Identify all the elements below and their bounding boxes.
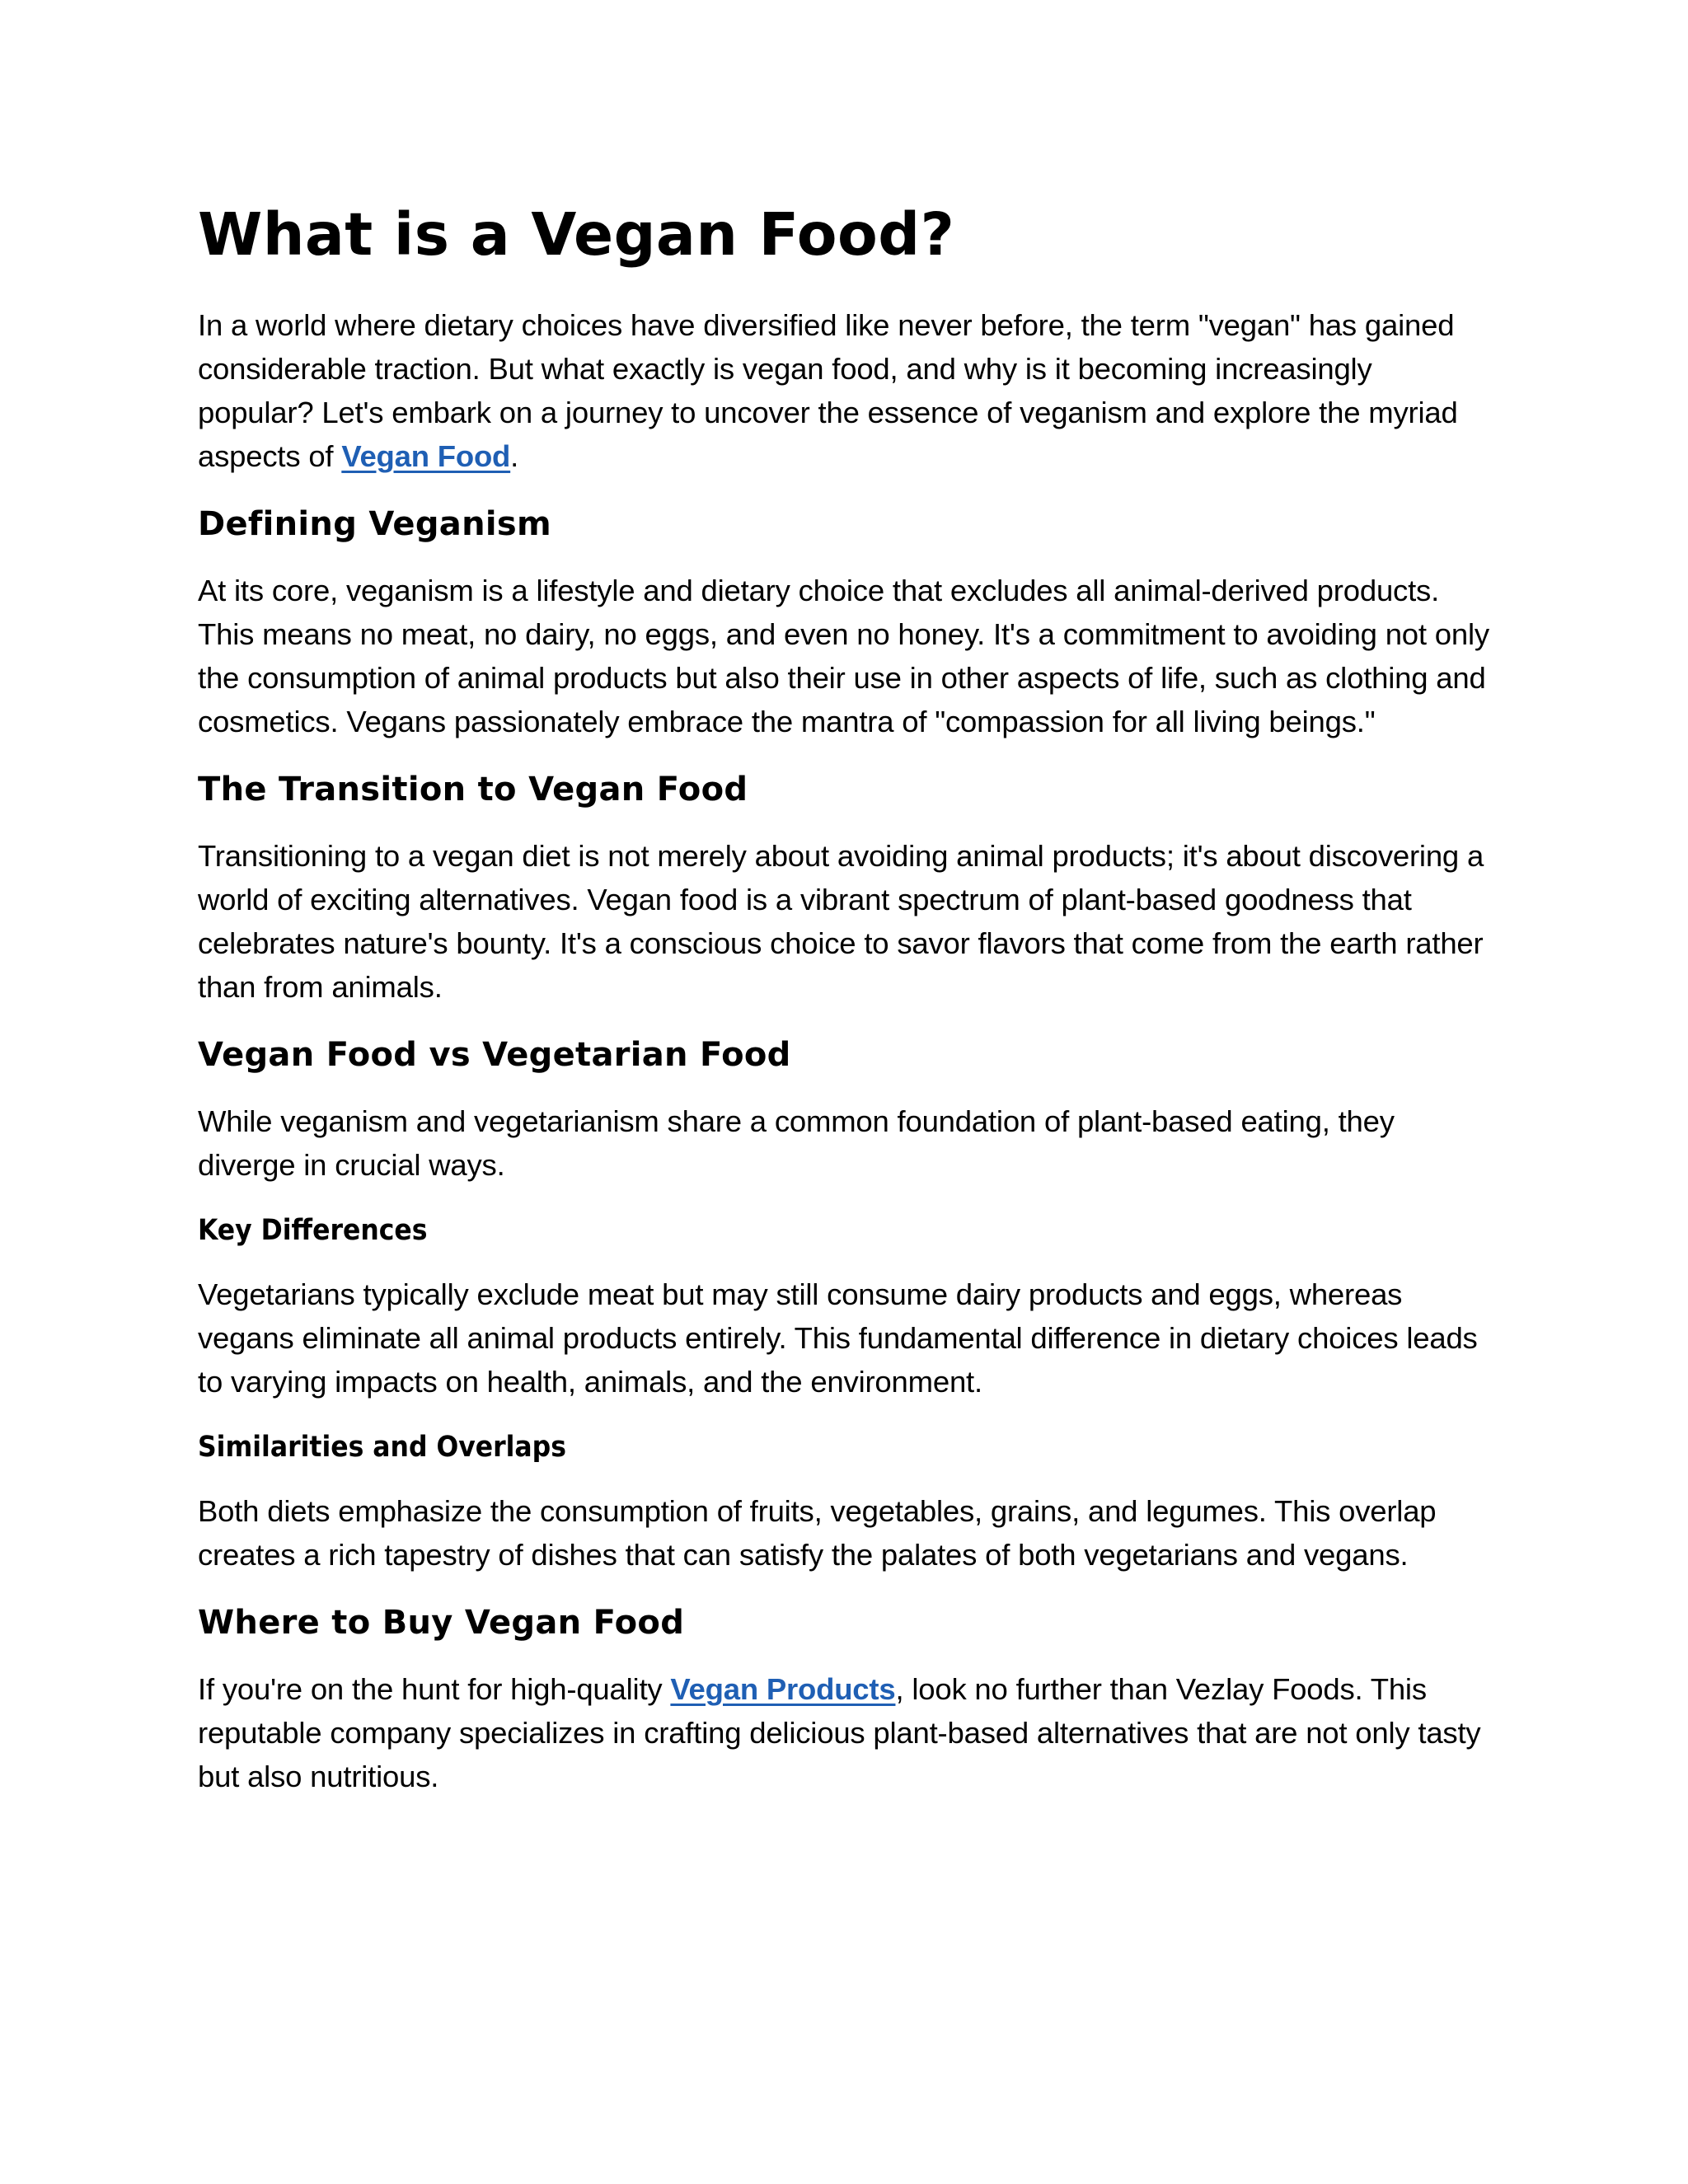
section-heading-vegan-vs-vegetarian: Vegan Food vs Vegetarian Food	[198, 1036, 791, 1074]
section-paragraph-vegan-vs-vegetarian: While veganism and vegetarianism share a common foundation of plant-based eating, they diverge in crucial ways.	[198, 1104, 1395, 1182]
page-title: What is a Vegan Food?	[198, 200, 955, 269]
intro-paragraph	[198, 303, 1490, 478]
subsection-paragraph-key-differences: Vegetarians typically exclude meat but may still consume dairy products and eggs, whereas vegans eliminate all animal products entirely. This fundamental difference in dietary choices leads to varying impacts on health, animals, and the environment.	[198, 1277, 1478, 1399]
where-to-buy-text-end: , look no further than Vezlay Foods. This reputable company specializes in crafting delicious plant-based alternatives that are not only tasty but also nutritious.	[198, 1672, 1481, 1793]
vegan-food-link[interactable]: Vegan Food	[341, 439, 511, 473]
intro-text-end: .	[510, 439, 519, 473]
section-paragraph-transition: Transitioning to a vegan diet is not merely about avoiding animal products; it's about discovering a world of exciting alternatives. Vegan food is a vibrant spectrum of plant-based goodness that celebrates nature's bounty. It's a conscious choice to savor flavors that come from the earth rather than from animals.	[198, 839, 1484, 1004]
subsection-paragraph-similarities: Both diets emphasize the consumption of fruits, vegetables, grains, and legumes. This overlap creates a rich tapestry of dishes that can satisfy the palates of both vegetarians and vegans.	[198, 1494, 1437, 1572]
section-heading-transition: The Transition to Vegan Food	[198, 771, 748, 808]
section-paragraph-defining-veganism: At its core, veganism is a lifestyle and dietary choice that excludes all animal-derived products. This means no meat, no dairy, no eggs, and even no honey. It's a commitment to avoiding not only the consumption of animal products but also their use in other aspects of life, such as clothing and cosmetics. Vegans passionately embrace the mantra of "compassion for all living beings."	[198, 574, 1489, 738]
section-paragraph-where-to-buy	[198, 1667, 1490, 1798]
subsection-heading-key-differences: Key Differences	[198, 1214, 428, 1247]
section-heading-where-to-buy: Where to Buy Vegan Food	[198, 1604, 685, 1642]
document-body	[198, 198, 1490, 1798]
vegan-products-link[interactable]: Vegan Products	[670, 1672, 896, 1706]
subsection-heading-similarities: Similarities and Overlaps	[198, 1431, 566, 1464]
intro-text: In a world where dietary choices have diversified like never before, the term "vegan" has gained considerable traction. But what exactly is vegan food, and why is it becoming increasingly popular? Let's embark on a journey to uncover the essence of veganism and explore the myriad aspects of	[198, 308, 1458, 473]
where-to-buy-text: If you're on the hunt for high-quality	[198, 1672, 671, 1706]
section-heading-defining-veganism: Defining Veganism	[198, 505, 551, 543]
